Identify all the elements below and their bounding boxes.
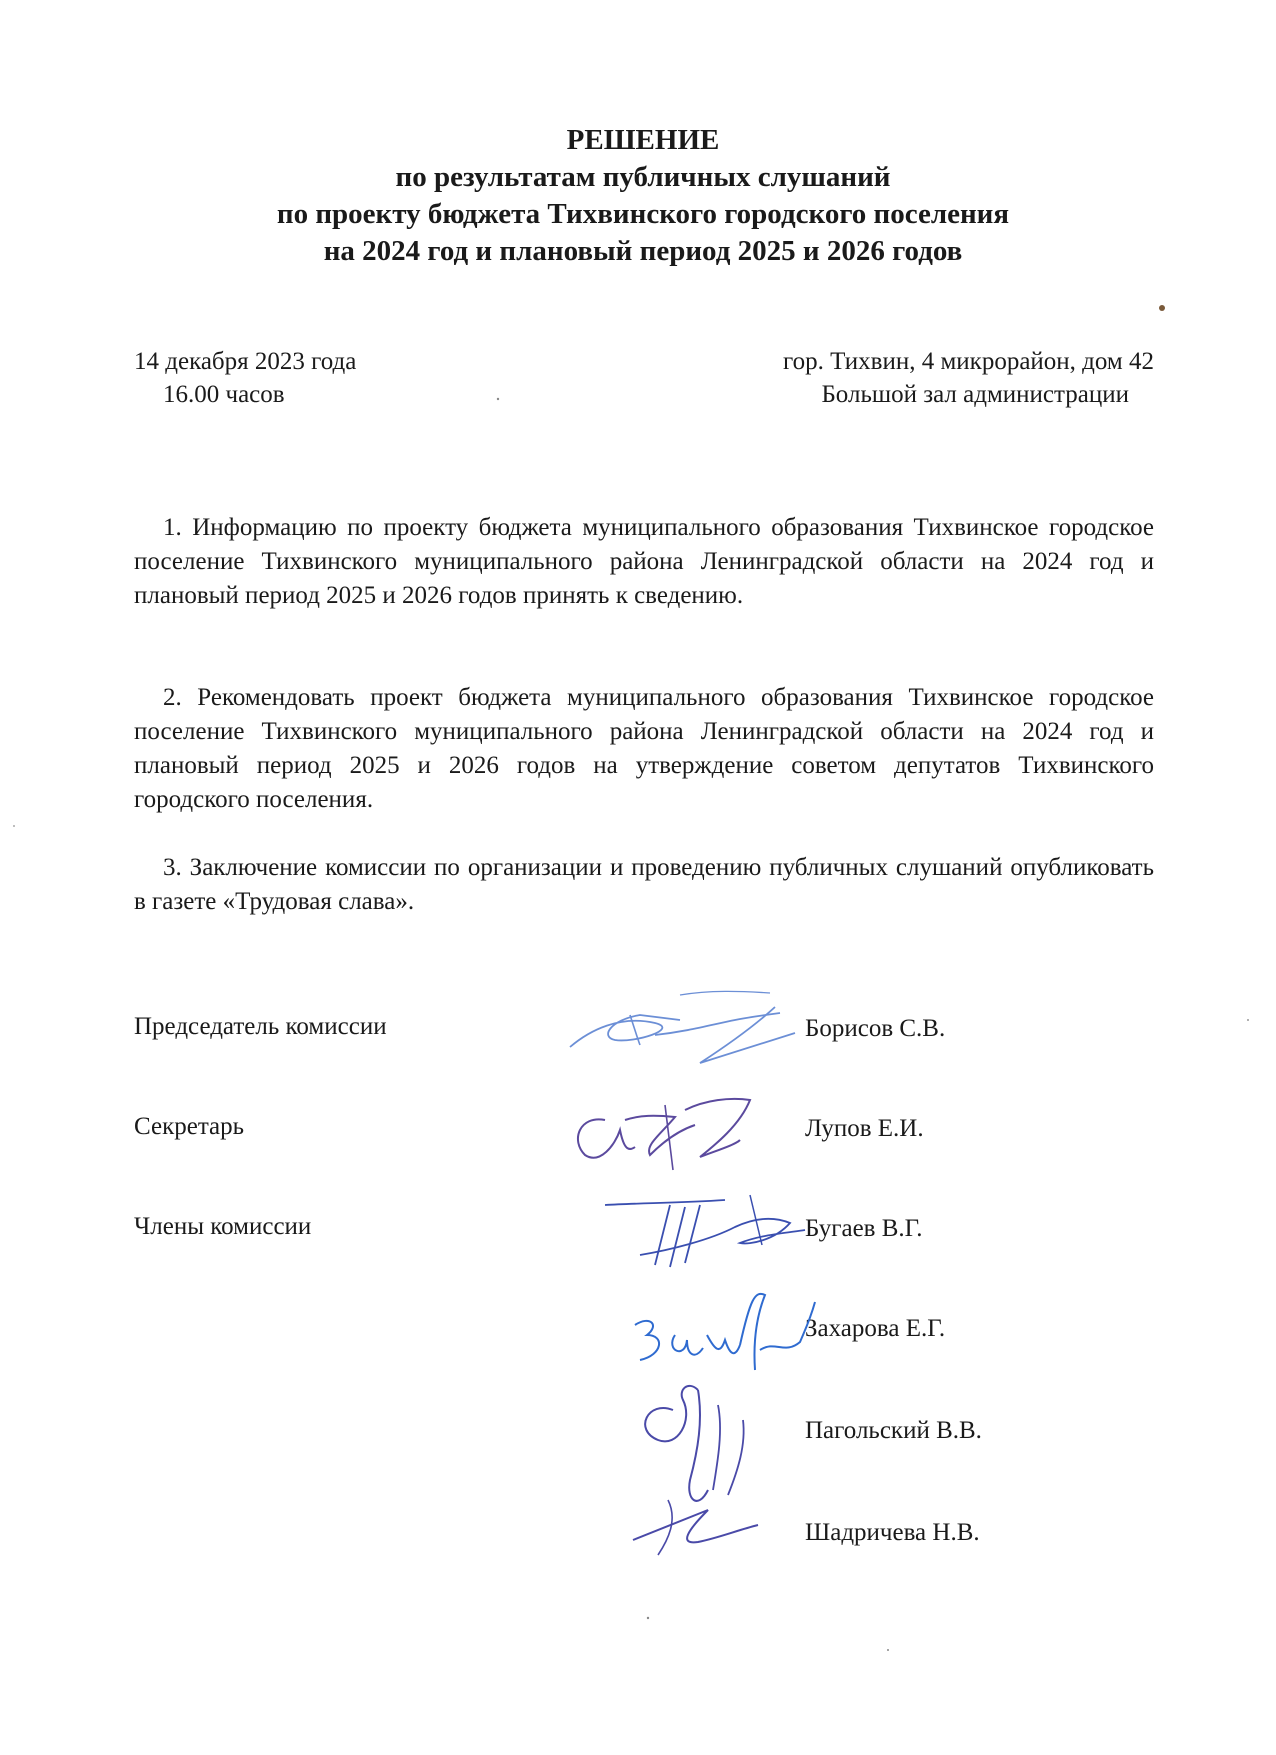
meeting-time: 16.00 часов [163, 381, 285, 408]
document-subtitle-line-2: по проекту бюджета Тихвинского городского поселения [276, 198, 1010, 230]
document-title: РЕШЕНИЕ [566, 124, 720, 156]
signatory-name-zakharova: Захарова Е.Г. [805, 1315, 946, 1342]
decision-item-text: 2. Рекомендовать проект бюджета муниципального образования Тихвинское городское поселение Тихвинского муниципального района Ленинградской области на 2024 год и плановый период 2025 и 2026 годов на утверждение советом депутатов Тихвинского городского поселения. [134, 684, 1154, 813]
signatory-name-shadricheva: Шадричева Н.В. [805, 1519, 980, 1546]
meeting-date: 14 декабря 2023 года [134, 348, 357, 375]
document-subtitle-line-3: на 2024 год и плановый период 2025 и 2026 годов [323, 235, 963, 267]
decision-item-text: 3. Заключение комиссии по организации и проведению публичных слушаний опубликовать в газете «Трудовая слава». [134, 854, 1154, 915]
decision-item-text: 1. Информацию по проекту бюджета муниципального образования Тихвинское городское поселение Тихвинского муниципального района Ленинградской области на 2024 год и плановый период 2025 и 2026 годов принять к сведению. [134, 514, 1154, 609]
meeting-address: гор. Тихвин, 4 микрорайон, дом 42 [783, 348, 1154, 375]
members-role-label: Члены комиссии [134, 1213, 312, 1240]
signatory-name-bugaev: Бугаев В.Г. [805, 1215, 923, 1242]
signatory-name-borisov: Борисов С.В. [805, 1015, 946, 1042]
document-subtitle-line-1: по результатам публичных слушаний [395, 161, 891, 193]
signatory-name-lupov: Лупов Е.И. [805, 1115, 924, 1142]
meeting-hall: Большой зал администрации [821, 381, 1129, 408]
chair-role-label: Председатель комиссии [134, 1013, 387, 1040]
signatory-name-pagolsky: Пагольский В.В. [805, 1417, 982, 1444]
secretary-role-label: Секретарь [134, 1113, 245, 1140]
